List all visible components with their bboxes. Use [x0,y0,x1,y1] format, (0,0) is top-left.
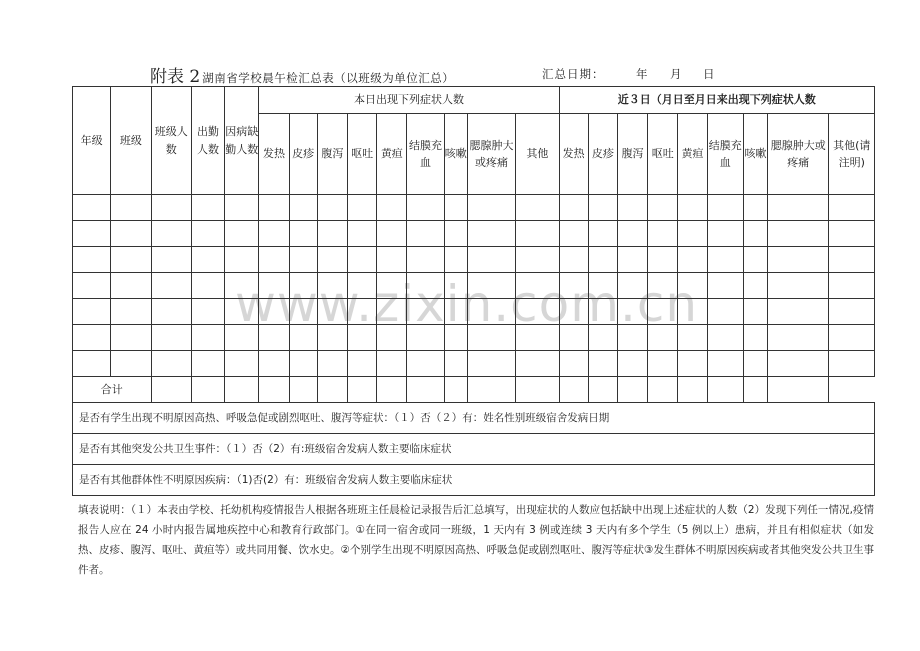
header-recent-parotid: 腮腺肿大或疼痛 [768,114,829,195]
table-cell[interactable] [111,221,151,247]
table-cell[interactable] [617,247,647,273]
table-cell[interactable] [648,195,678,221]
total-cell[interactable] [348,377,377,403]
table-row [73,195,875,221]
table-cell[interactable] [559,325,588,351]
summary-date-label: 汇总日期： [542,67,605,81]
table-cell[interactable] [648,221,678,247]
table-cell[interactable] [348,247,377,273]
table-cell[interactable] [191,247,224,273]
table-cell[interactable] [829,351,875,377]
table-cell[interactable] [259,221,289,247]
table-cell[interactable] [348,325,377,351]
table-row [73,221,875,247]
table-cell[interactable] [743,299,767,325]
question-public-health-event: 是否有其他突发公共卫生事件：（１）否（2）有:班级宿舍发病人数主要临床症状 [73,434,875,465]
table-cell[interactable] [707,325,743,351]
header-today-rash: 皮疹 [289,114,317,195]
header-attendance: 出勤人数 [191,87,224,195]
table-cell[interactable] [559,273,588,299]
table-cell[interactable] [348,195,377,221]
table-cell[interactable] [444,195,467,221]
total-cell[interactable] [317,377,347,403]
table-cell[interactable] [225,247,259,273]
table-cell[interactable] [516,273,559,299]
table-cell[interactable] [678,195,707,221]
table-cell[interactable] [191,195,224,221]
header-class-size: 班级人数 [151,87,191,195]
header-recent-jaundice: 黄疸 [678,114,707,195]
total-cell[interactable] [259,377,289,403]
table-cell[interactable] [111,299,151,325]
header-today-other: 其他 [516,114,559,195]
table-cell[interactable] [743,325,767,351]
header-recent-group: 近３日（月日至月日来出现下列症状人数 [559,87,874,114]
table-cell[interactable] [444,299,467,325]
table-cell[interactable] [829,195,875,221]
table-cell[interactable] [707,247,743,273]
table-cell[interactable] [225,351,259,377]
table-row [73,273,875,299]
total-cell[interactable] [516,377,559,403]
table-cell[interactable] [829,221,875,247]
header-today-parotid: 腮腺肿大或疼痛 [467,114,515,195]
table-cell[interactable] [225,325,259,351]
table-cell[interactable] [259,273,289,299]
table-cell[interactable] [467,299,515,325]
header-class: 班级 [111,87,151,195]
table-cell[interactable] [73,221,111,247]
total-cell[interactable] [617,377,647,403]
table-cell[interactable] [259,325,289,351]
table-cell[interactable] [377,247,407,273]
table-cell[interactable] [617,221,647,247]
table-cell[interactable] [191,273,224,299]
table-cell[interactable] [111,247,151,273]
table-cell[interactable] [348,299,377,325]
table-cell[interactable] [73,351,111,377]
header-recent-other: 其他(请注明) [829,114,875,195]
table-cell[interactable] [743,195,767,221]
question-unexplained-symptoms: 是否有学生出现不明原因高热、呼吸急促或剧烈呕吐、腹泻等症状：（１）否（２）有：姓名性别班级宿舍发病日期 [73,403,875,434]
total-cell[interactable] [707,377,743,403]
header-recent-conjunctival: 结膜充血 [707,114,743,195]
table-cell[interactable] [73,195,111,221]
table-cell[interactable] [707,221,743,247]
table-cell[interactable] [407,221,444,247]
table-cell[interactable] [588,247,617,273]
total-cell[interactable] [444,377,467,403]
table-cell[interactable] [407,273,444,299]
table-cell[interactable] [768,221,829,247]
total-cell[interactable] [225,377,259,403]
table-cell[interactable] [73,325,111,351]
table-cell[interactable] [407,325,444,351]
table-cell[interactable] [191,221,224,247]
fill-instructions: 填表说明：（１）本表由学校、托幼机构疫情报告人根据各班班主任晨检记录报告后汇总填写，出现症状的人数应包括缺中出现上述症状的人数（2）发现下列任一情况,疫情报告人应在 24 小时内报告属地疾控中心和教育行政部门。①在同一宿舍或同一班级，1 天内有 3 例或连续 3 天内有多个学生（5 例以上）患病，并且有相似症状（如发热、皮疹、腹泻、呕吐、黄疸等）或共同用餐、饮水史。②个别学生出现不明原因高热、呼吸急促或剧烈呕吐、腹泻等症状③发生群体不明原因疾病或者其他突发公共卫生事件者。 [78,504,874,576]
table-cell[interactable] [348,221,377,247]
table-cell[interactable] [516,351,559,377]
table-cell[interactable] [407,299,444,325]
table-cell[interactable] [516,195,559,221]
table-cell[interactable] [289,221,317,247]
table-cell[interactable] [516,299,559,325]
table-cell[interactable] [768,273,829,299]
table-row [73,351,875,377]
table-cell[interactable] [151,325,191,351]
table-cell[interactable] [151,195,191,221]
total-label: 合计 [73,377,152,403]
total-cell[interactable] [407,377,444,403]
table-cell[interactable] [707,273,743,299]
table-row [73,247,875,273]
table-cell[interactable] [111,195,151,221]
table-cell[interactable] [444,351,467,377]
table-cell[interactable] [191,299,224,325]
total-cell[interactable] [768,377,829,403]
table-cell[interactable] [444,273,467,299]
header-today-jaundice: 黄疸 [377,114,407,195]
total-cell[interactable] [467,377,515,403]
table-cell[interactable] [743,351,767,377]
header-today-diarrhea: 腹泻 [317,114,347,195]
total-cell[interactable] [289,377,317,403]
table-cell[interactable] [588,351,617,377]
table-cell[interactable] [259,351,289,377]
header-sick-absence: 因病缺勤人数 [225,87,259,195]
table-cell[interactable] [289,247,317,273]
total-cell[interactable] [648,377,678,403]
table-cell[interactable] [225,221,259,247]
table-cell[interactable] [151,299,191,325]
table-cell[interactable] [289,299,317,325]
total-row [73,377,875,403]
table-cell[interactable] [151,273,191,299]
table-cell[interactable] [225,273,259,299]
table-cell[interactable] [191,325,224,351]
table-cell[interactable] [191,351,224,377]
table-cell[interactable] [559,351,588,377]
table-cell[interactable] [707,195,743,221]
total-cell[interactable] [559,377,588,403]
table-cell[interactable] [648,299,678,325]
total-cell[interactable] [191,377,224,403]
table-cell[interactable] [829,273,875,299]
table-cell[interactable] [559,299,588,325]
table-cell[interactable] [516,247,559,273]
table-cell[interactable] [829,299,875,325]
table-cell[interactable] [588,273,617,299]
header-recent-rash: 皮疹 [588,114,617,195]
table-cell[interactable] [467,325,515,351]
total-cell[interactable] [151,377,191,403]
table-cell[interactable] [678,299,707,325]
table-cell[interactable] [648,325,678,351]
table-cell[interactable] [617,273,647,299]
table-cell[interactable] [617,195,647,221]
header-today-group: 本日出现下列症状人数 [259,87,559,114]
table-cell[interactable] [707,299,743,325]
table-cell[interactable] [151,221,191,247]
table-cell[interactable] [259,247,289,273]
table-cell[interactable] [317,221,347,247]
table-cell[interactable] [617,299,647,325]
total-cell[interactable] [743,377,767,403]
table-cell[interactable] [588,325,617,351]
table-cell[interactable] [467,351,515,377]
table-cell[interactable] [151,351,191,377]
table-cell[interactable] [768,195,829,221]
table-cell[interactable] [73,273,111,299]
table-cell[interactable] [588,299,617,325]
table-cell[interactable] [317,325,347,351]
table-cell[interactable] [73,299,111,325]
summary-table [72,86,875,496]
table-cell[interactable] [289,351,317,377]
header-recent-cough: 咳嗽 [743,114,767,195]
table-cell[interactable] [467,247,515,273]
table-cell[interactable] [111,351,151,377]
header-recent-vomiting: 呕吐 [648,114,678,195]
table-cell[interactable] [289,325,317,351]
table-cell[interactable] [259,195,289,221]
header-recent-diarrhea: 腹泻 [617,114,647,195]
table-cell[interactable] [516,325,559,351]
table-cell[interactable] [377,195,407,221]
table-cell[interactable] [317,273,347,299]
table-row [73,299,875,325]
table-row [73,325,875,351]
table-cell[interactable] [648,351,678,377]
question-group-disease: 是否有其他群体性不明原因疾病：（1)否(2）有：班级宿舍发病人数主要临床症状 [73,465,875,496]
table-cell[interactable] [467,273,515,299]
table-cell[interactable] [768,247,829,273]
table-cell[interactable] [444,247,467,273]
table-cell[interactable] [317,299,347,325]
table-cell[interactable] [516,221,559,247]
table-cell[interactable] [377,351,407,377]
table-cell[interactable] [678,273,707,299]
header-grade: 年级 [73,87,111,195]
table-cell[interactable] [559,247,588,273]
year-label: 年 [636,67,648,81]
table-cell[interactable] [225,299,259,325]
table-cell[interactable] [73,247,111,273]
table-cell[interactable] [407,351,444,377]
total-cell[interactable] [377,377,407,403]
table-cell[interactable] [559,221,588,247]
table-cell[interactable] [317,195,347,221]
table-cell[interactable] [444,221,467,247]
header-today-vomiting: 呕吐 [348,114,377,195]
table-cell[interactable] [111,273,151,299]
table-cell[interactable] [648,273,678,299]
table-cell[interactable] [678,325,707,351]
table-cell[interactable] [407,247,444,273]
table-cell[interactable] [559,195,588,221]
table-cell[interactable] [317,351,347,377]
table-cell[interactable] [678,351,707,377]
total-cell[interactable] [588,377,617,403]
header-today-fever: 发热 [259,114,289,195]
day-label: 日 [703,67,715,81]
header-recent-fever: 发热 [559,114,588,195]
table-cell[interactable] [768,299,829,325]
table-cell[interactable] [377,325,407,351]
table-cell[interactable] [348,273,377,299]
month-label: 月 [670,67,682,81]
table-cell[interactable] [289,195,317,221]
table-cell[interactable] [377,273,407,299]
table-cell[interactable] [648,247,678,273]
table-cell[interactable] [588,221,617,247]
watermark: www.zixin.com.cn [235,275,699,333]
table-cell[interactable] [743,247,767,273]
table-cell[interactable] [348,351,377,377]
table-cell[interactable] [377,299,407,325]
table-cell[interactable] [289,273,317,299]
header-today-cough: 咳嗽 [444,114,467,195]
header-today-conjunctival: 结膜充血 [407,114,444,195]
total-cell[interactable] [678,377,707,403]
table-cell[interactable] [259,299,289,325]
table-cell[interactable] [829,325,875,351]
table-cell[interactable] [678,247,707,273]
table-cell[interactable] [617,325,647,351]
table-cell[interactable] [407,195,444,221]
table-cell[interactable] [111,325,151,351]
form-title [150,62,850,88]
title-main: 附表 2 [150,67,201,87]
table-cell[interactable] [743,221,767,247]
table-cell[interactable] [588,195,617,221]
table-cell[interactable] [151,247,191,273]
table-cell[interactable] [768,351,829,377]
table-cell[interactable] [377,221,407,247]
table-cell[interactable] [225,195,259,221]
table-cell[interactable] [678,221,707,247]
table-cell[interactable] [617,351,647,377]
table-cell[interactable] [743,273,767,299]
table-cell[interactable] [317,247,347,273]
table-cell[interactable] [768,325,829,351]
table-cell[interactable] [467,195,515,221]
table-cell[interactable] [829,247,875,273]
table-cell[interactable] [467,221,515,247]
table-cell[interactable] [444,325,467,351]
title-sub: 湖南省学校晨午检汇总表（以班级为单位汇总） [202,71,455,85]
table-cell[interactable] [707,351,743,377]
